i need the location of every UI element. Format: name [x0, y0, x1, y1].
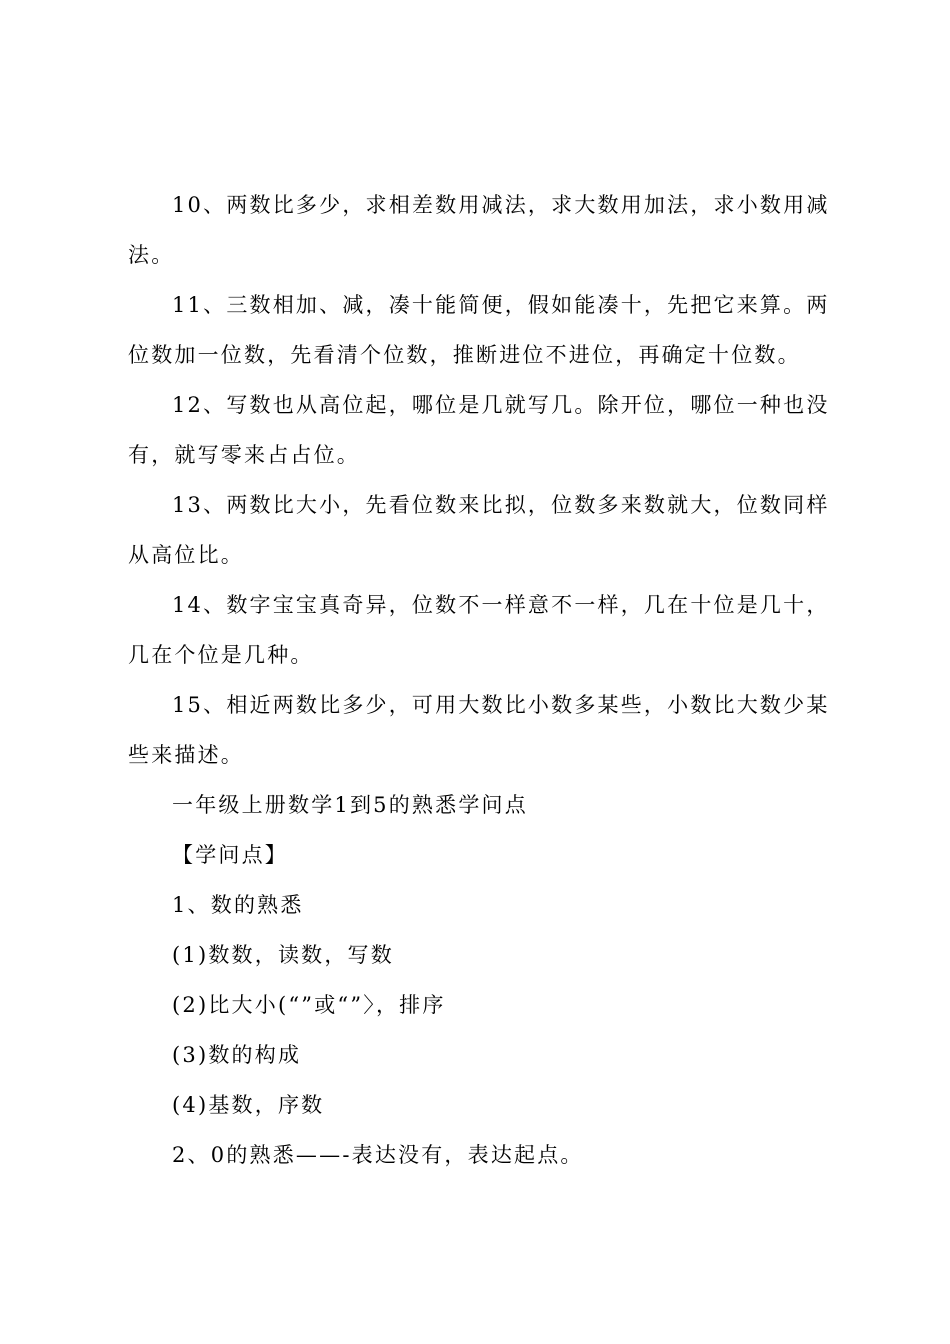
list-item-1: 1、数的熟悉	[172, 893, 304, 917]
section-title: 一年级上册数学1到5的熟悉学问点	[172, 793, 528, 817]
list-subitem-1: (1)数数，读数，写数	[172, 943, 394, 967]
paragraph-rule-13: 13、两数比大小，先看位数来比拟，位数多来数就大，位数同样从高位比。	[128, 493, 830, 567]
list-subitem-4: (4)基数，序数	[172, 1093, 325, 1117]
paragraph-rule-10: 10、两数比多少，求相差数用减法，求大数用加法，求小数用减法。	[128, 193, 830, 267]
section-heading: 【学问点】	[172, 843, 288, 867]
list-item-2: 2、0的熟悉——-表达没有，表达起点。	[172, 1143, 584, 1167]
list-subitem-3: (3)数的构成	[172, 1043, 302, 1067]
paragraph-rule-15: 15、相近两数比多少，可用大数比小数多某些，小数比大数少某些来描述。	[128, 693, 830, 767]
paragraph-rule-11: 11、三数相加、减，凑十能简便，假如能凑十，先把它来算。两位数加一位数，先看清个位数，推断进位不进位，再确定十位数。	[128, 293, 830, 367]
paragraph-rule-12: 12、写数也从高位起，哪位是几就写几。除开位，哪位一种也没有，就写零来占占位。	[128, 393, 830, 467]
list-subitem-2: (2)比大小(“”或“”〉，排序	[172, 993, 446, 1017]
paragraph-rule-14: 14、数字宝宝真奇异，位数不一样意不一样，几在十位是几十，几在个位是几种。	[128, 593, 830, 667]
